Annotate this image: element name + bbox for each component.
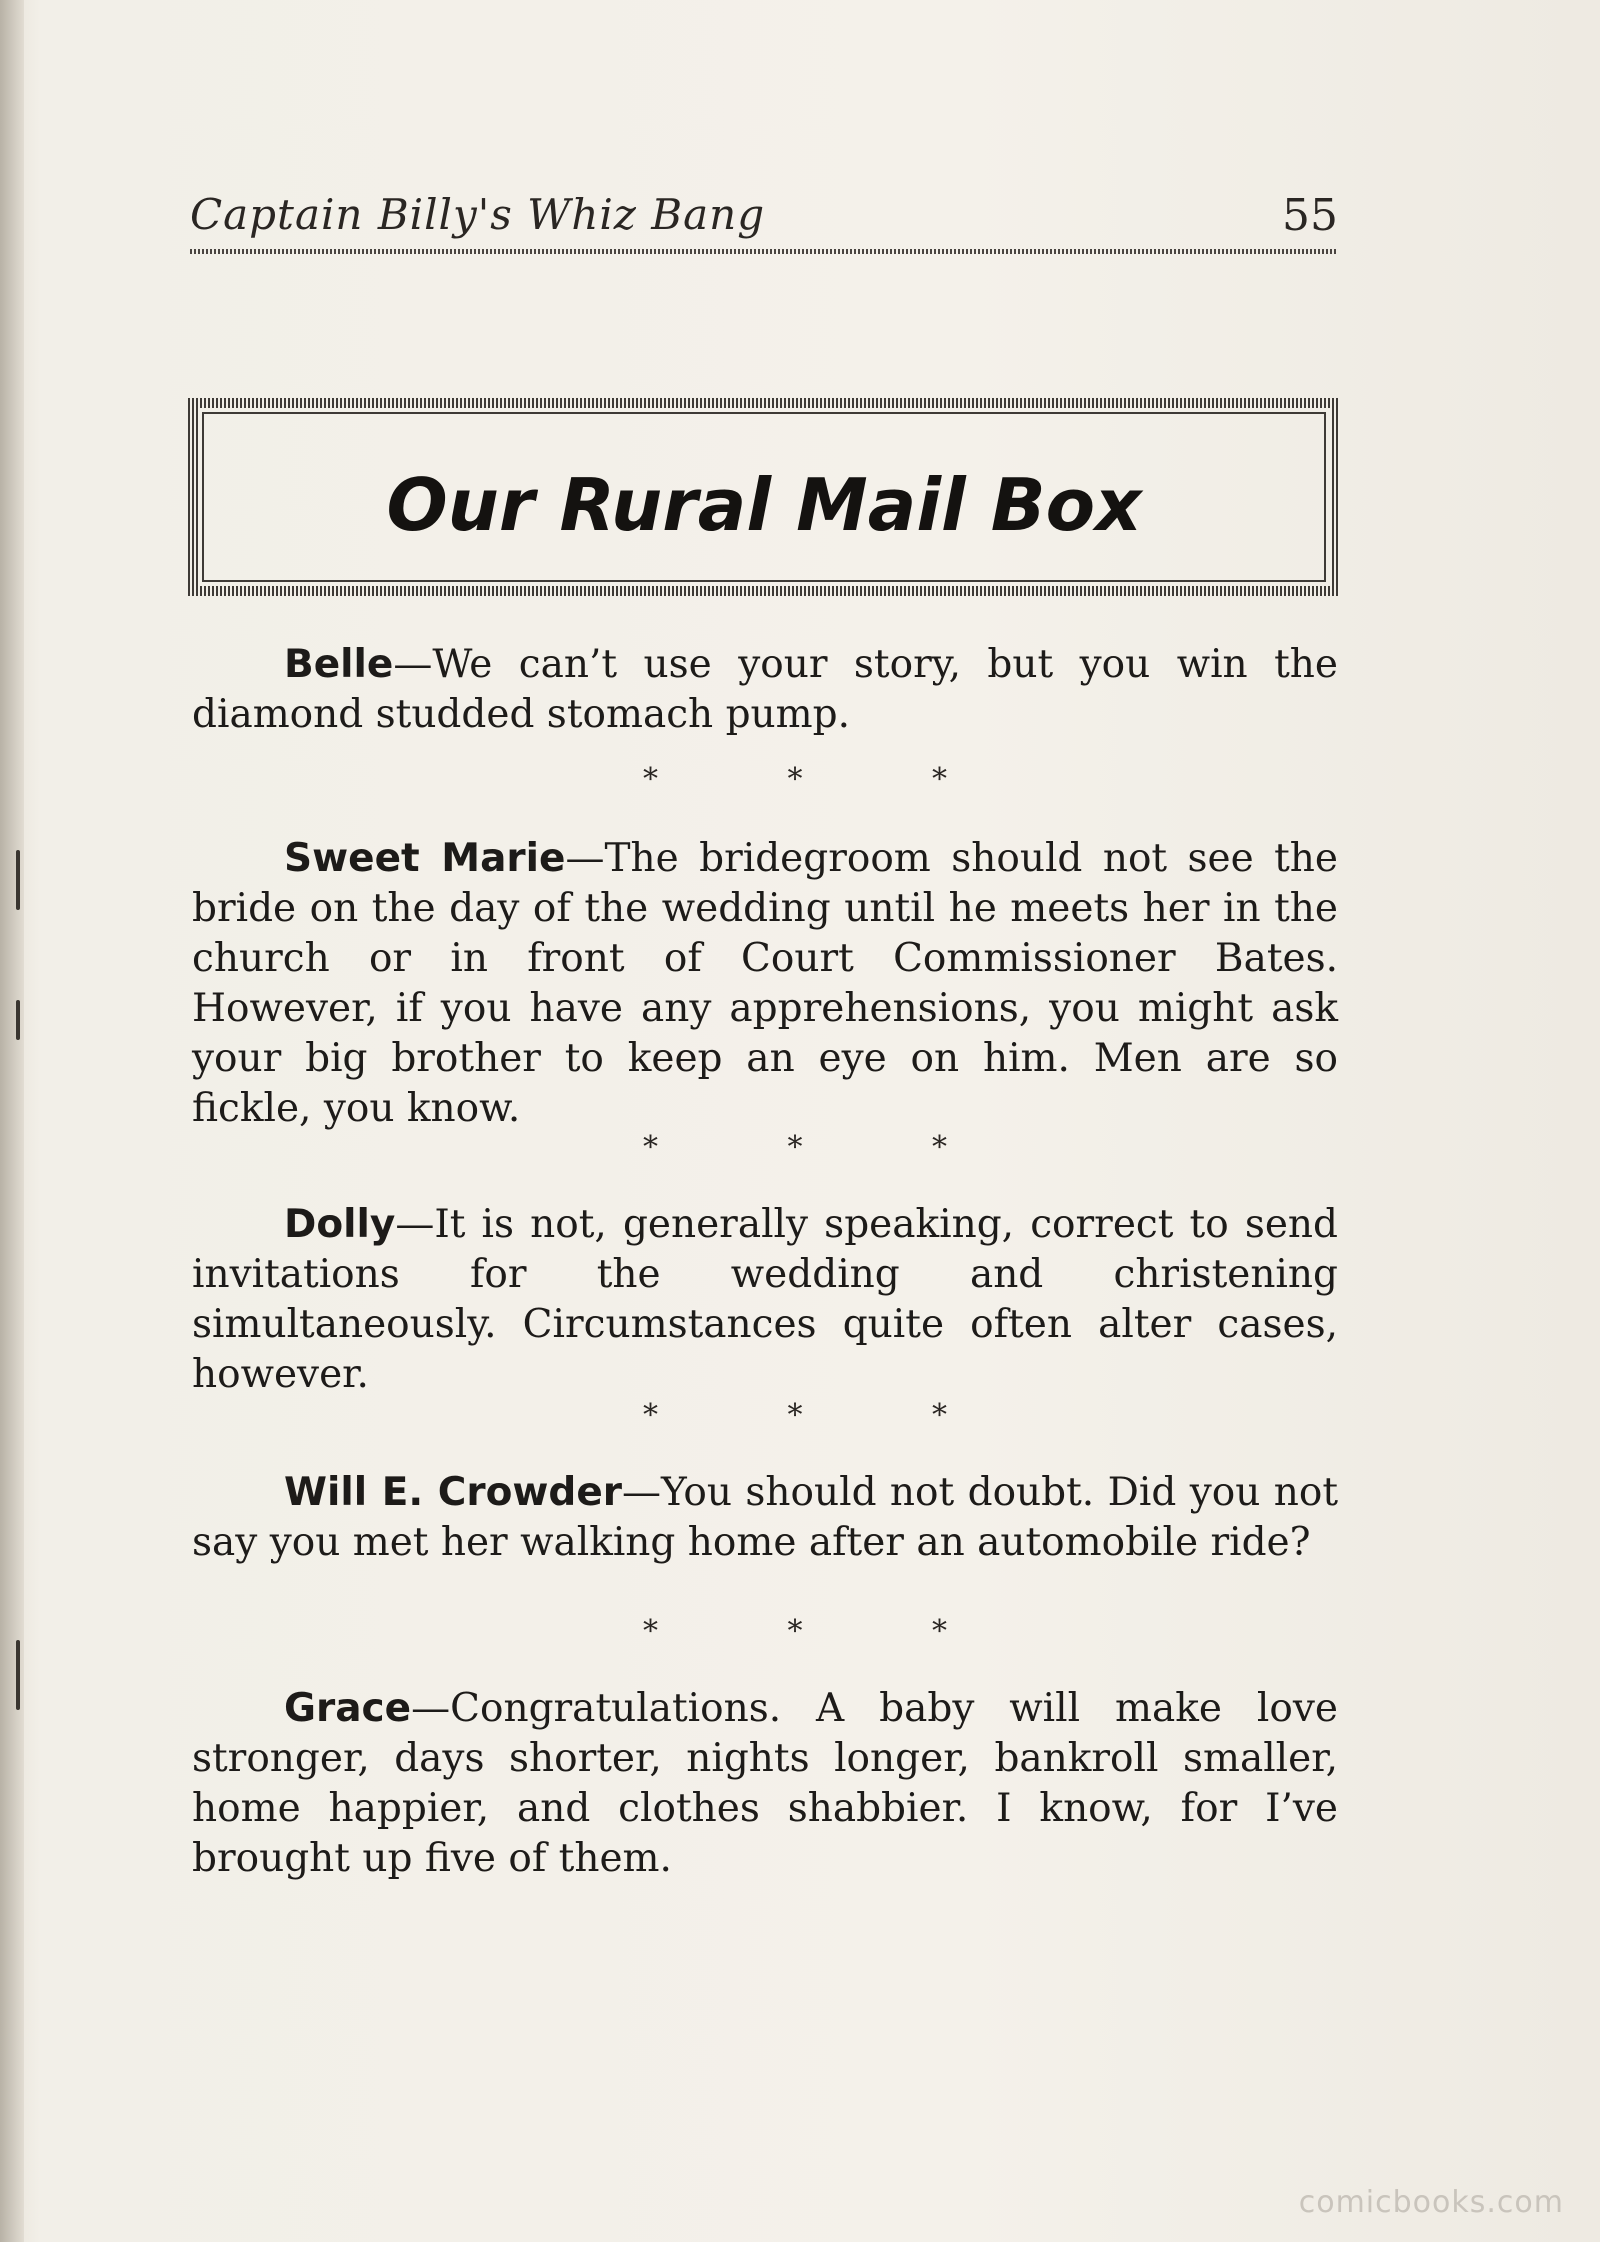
letter-entry (192, 1200, 1338, 1400)
letter-text: —The bridegroom should not see the bride on the day of the wedding until he meets her in the church or in front of Court Commissioner Bates. However, if you have any apprehensions, you might ask your big brother to keep an eye on him. Men are so fickle, you know. (192, 836, 1339, 1131)
divider-stars: * * * (642, 762, 1008, 797)
spine-mark (16, 1000, 20, 1040)
letter-name: Belle (284, 642, 394, 687)
letter-text: —Congratulations. A baby will make love stronger, days shorter, nights longer, bankroll smaller, home happier, and clothes shabbier. I know, for I’ve brought up five of them. (192, 1686, 1338, 1881)
letter-name: Dolly (284, 1202, 396, 1247)
letter-entry (192, 834, 1338, 1134)
letter-name: Sweet Marie (284, 836, 566, 881)
page-spine-shadow (0, 0, 24, 2242)
letter-entry (192, 1468, 1338, 1568)
page-number: 55 (1282, 190, 1338, 241)
spine-mark (16, 1640, 20, 1710)
letter-entry (192, 1684, 1338, 1884)
section-title: Our Rural Mail Box (386, 463, 1142, 547)
letter-paragraph (192, 834, 1338, 1134)
header-rule (190, 249, 1338, 254)
divider-stars: * * * (642, 1614, 1008, 1649)
magazine-title: Captain Billy's Whiz Bang (190, 190, 766, 239)
letter-paragraph (192, 1684, 1338, 1884)
divider-stars: * * * (642, 1130, 1008, 1165)
divider-stars: * * * (642, 1398, 1008, 1433)
letter-entry (192, 640, 1338, 740)
letter-name: Will E. Crowder (284, 1470, 623, 1515)
spine-mark (16, 850, 20, 910)
letter-text: —We can’t use your story, but you win the diamond studded stomach pump. (192, 642, 1338, 737)
letter-text: —You should not doubt. Did you not say you met her walking home after an automobile ride? (192, 1470, 1338, 1565)
letter-text: —It is not, generally speaking, correct to send invitations for the wedding and christening simultaneously. Circumstances quite often alter cases, however. (192, 1202, 1338, 1397)
letter-paragraph (192, 640, 1338, 740)
letter-paragraph (192, 1200, 1338, 1400)
letter-name: Grace (284, 1686, 412, 1731)
section-title-box (188, 398, 1340, 596)
watermark: comicbooks.com (1298, 2185, 1564, 2220)
running-header (190, 190, 1338, 250)
letter-paragraph (192, 1468, 1338, 1568)
